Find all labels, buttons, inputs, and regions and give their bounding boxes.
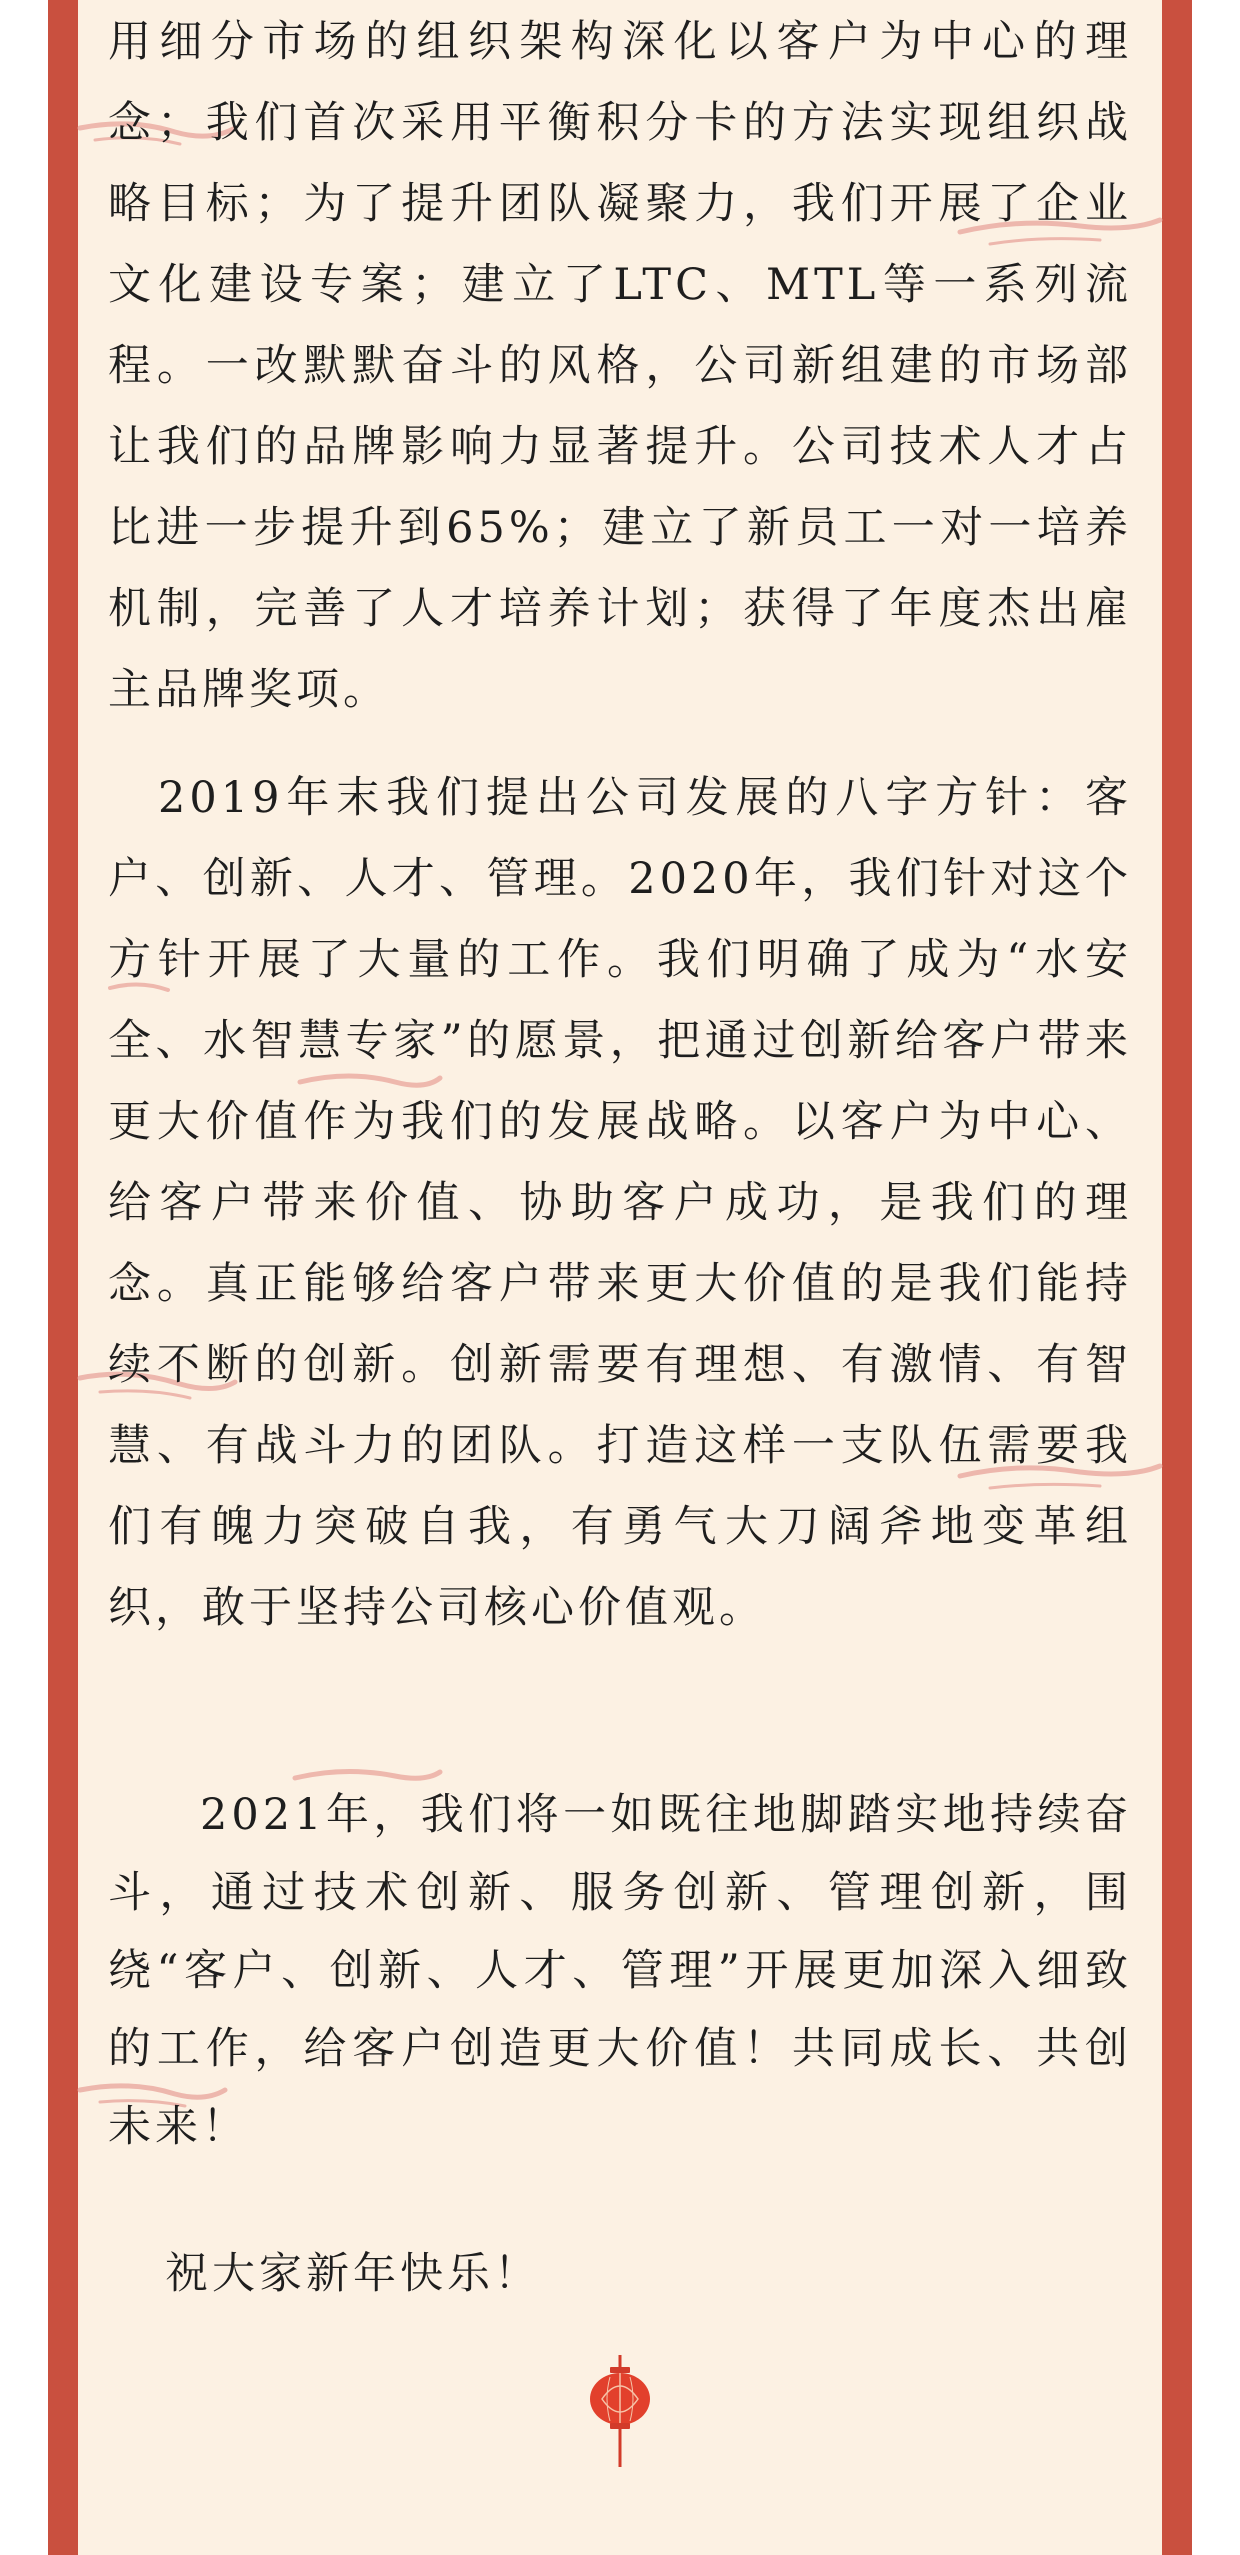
letter-paragraph-1: 用细分市场的组织架构深化以客户为中心的理念；我们首次采用平衡积分卡的方法实现组织战略目标；为了提升团队凝聚力，我们开展了企业文化建设专案；建立了LTC、MTL等一系列流程。一改默默奋斗的风格，公司新组建的市场部让我们的品牌影响力显著提升。公司技术人才占比进一步提升到65%；建立了新员工一对一培养机制，完善了人才培养计划；获得了年度杰出雇主品牌奖项。 <box>108 17 1132 715</box>
letter-paragraph-3: 2021年，我们将一如既往地脚踏实地持续奋斗，通过技术创新、服务创新、管理创新，围绕“客户、创新、人才、管理”开展更加深入细致的工作，给客户创造更大价值！共同成长、共创未来！ <box>108 1790 1132 2152</box>
new-year-greeting: 祝大家新年快乐！ <box>165 2249 541 2299</box>
letter-paragraph-2: 2019年末我们提出公司发展的八字方针：客户、创新、人才、管理。2020年，我们针对这个方针开展了大量的工作。我们明确了成为“水安全、水智慧专家”的愿景，把通过创新给客户带来更大价值作为我们的发展战略。以客户为中心、给客户带来价值、协助客户成功，是我们的理念。真正能够给客户带来更大价值的是我们能持续不断的创新。创新需要有理想、有激情、有智慧、有战斗力的团队。打造这样一支队伍需要我们有魄力突破自我，有勇气大刀阔斧地变革组织，敢于坚持公司核心价值观。 <box>108 773 1132 1633</box>
lantern-icon <box>580 2355 660 2475</box>
